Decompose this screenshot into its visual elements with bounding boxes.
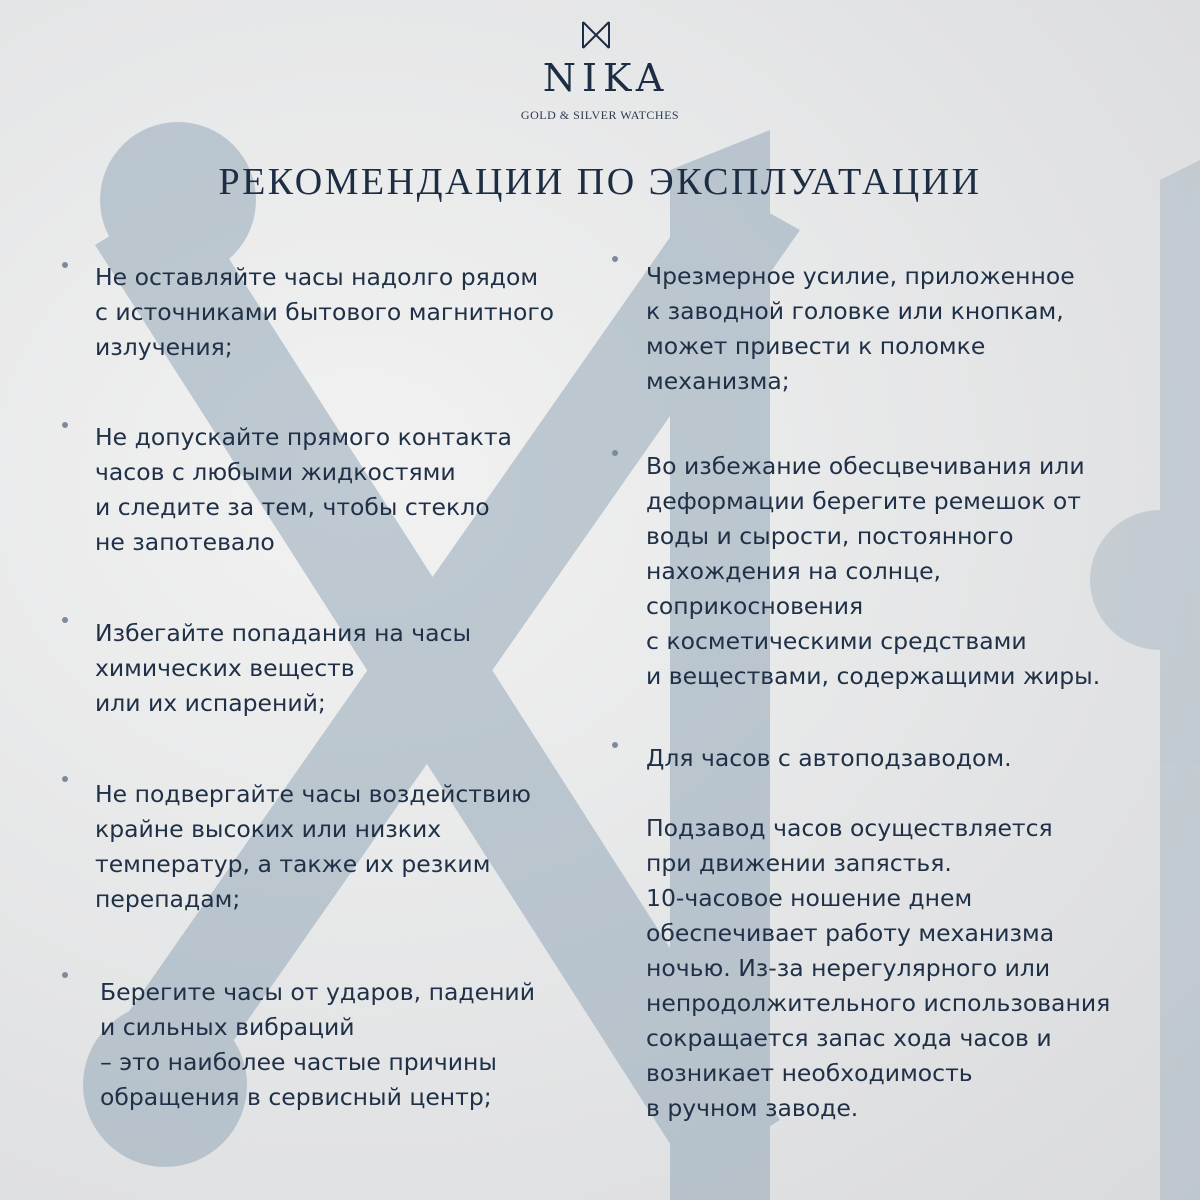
bullet-dot <box>612 742 618 748</box>
bullet-dot <box>612 256 618 262</box>
bullet-dot <box>62 262 68 268</box>
brand-logo-icon <box>581 20 611 50</box>
right-item-crown-force: Чрезмерное усилие, приложенное к заводной головке или кнопкам, может привести к поломке механизма; <box>646 262 1075 395</box>
left-item-impacts: Берегите часы от ударов, падений и сильных вибраций – это наиболее частые причины обращения в сервисный центр; <box>100 978 535 1111</box>
page-title: РЕКОМЕНДАЦИИ ПО ЭКСПЛУАТАЦИИ <box>218 161 982 203</box>
brand-name: NIKA <box>542 56 670 100</box>
bullet-dot <box>62 972 68 978</box>
left-item-magnetic: Не оставляйте часы надолго рядом с источниками бытового магнитного излучения; <box>95 263 555 361</box>
left-item-liquids: Не допускайте прямого контакта часов с любыми жидкостями и следите за тем, чтобы стекло не запотевало <box>95 423 512 556</box>
brand-tagline: GOLD & SILVER WATCHES <box>520 108 680 122</box>
right-item-strap-care: Во избежание обесцвечивания или деформации берегите ремешок от воды и сырости, постоянного нахождения на солнце, соприкосновения с косметическими средствами и веществами, содержащими жиры. <box>646 452 1101 690</box>
left-item-temperature: Не подвергайте часы воздействию крайне высоких или низких температур, а также их резким перепадам; <box>95 780 531 913</box>
bullet-dot <box>62 776 68 782</box>
bullet-dot <box>62 617 68 623</box>
right-item-automatic-heading: Для часов с автоподзаводом. <box>646 744 1012 772</box>
bullet-dot <box>62 422 68 428</box>
right-item-automatic-text: Подзавод часов осуществляется при движении запястья. 10-часовое ношение днем обеспечивает работу механизма ночью. Из-за нерегулярного или непродолжительного использования сокращается запас хода часов и возникает необходимость в ручном заводе. <box>646 814 1111 1122</box>
left-item-chemicals: Избегайте попадания на часы химических веществ или их испарений; <box>95 619 472 717</box>
bullet-dot <box>612 450 618 456</box>
